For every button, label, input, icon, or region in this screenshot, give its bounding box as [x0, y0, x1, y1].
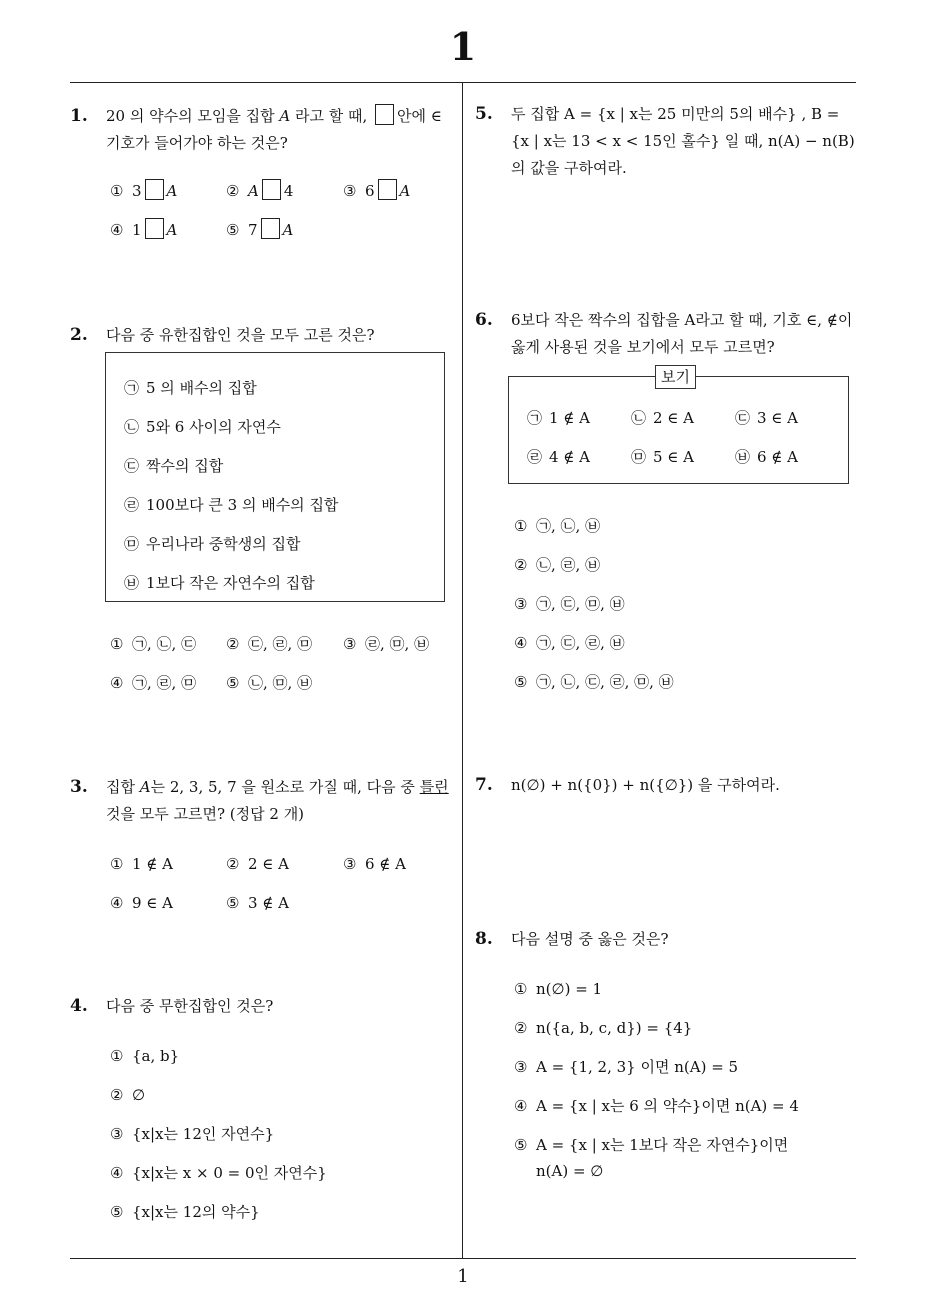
question-number: 6. — [475, 310, 493, 330]
question-number: 5. — [475, 104, 493, 124]
question-stem: 집합 A는 2, 3, 5, 7 을 원소로 가질 때, 다음 중 틀린 것을 모두 고르면? (정답 2 개) — [106, 778, 449, 823]
choice-1[interactable]: ① ㉠, ㉡, ㉥ — [514, 517, 601, 535]
top-rule — [70, 82, 856, 83]
question-stem: 6보다 작은 짝수의 집합을 A라고 할 때, 기호 ∈, ∉이 옳게 사용된 것을 보기에서 모두 고르면? — [511, 311, 853, 356]
choice-2[interactable]: ② ㉢, ㉣, ㉤ — [226, 635, 313, 653]
box-item: ㉤ 우리나라 중학생의 집합 — [124, 535, 301, 553]
box-item: ㉥ 1보다 작은 자연수의 집합 — [124, 574, 315, 592]
choice-3[interactable]: ③ 6 A — [343, 179, 410, 203]
question-5 — [475, 101, 860, 182]
choice-4[interactable]: ④ 1 A — [110, 218, 177, 242]
box-item: ㉣ 4 ∉ A — [527, 448, 591, 466]
condition-box — [105, 352, 445, 602]
question-number: 3. — [70, 777, 88, 797]
choice-4[interactable]: ④ ㉠, ㉢, ㉣, ㉥ — [514, 634, 625, 652]
choice-4[interactable]: ④ ㉠, ㉣, ㉤ — [110, 674, 197, 692]
question-8 — [475, 926, 865, 953]
question-number: 4. — [70, 996, 88, 1016]
box-item: ㉡ 2 ∈ A — [631, 409, 695, 427]
choice-3[interactable]: ③ 6 ∉ A — [343, 855, 407, 873]
question-2 — [70, 322, 450, 349]
choice-2[interactable]: ② A 4 — [226, 179, 293, 203]
question-number: 7. — [475, 775, 493, 795]
choice-5[interactable]: ⑤ A = {x | x는 1보다 작은 자연수}이면 — [514, 1136, 789, 1154]
blank-box — [378, 179, 397, 200]
box-item: ㉡ 5와 6 사이의 자연수 — [124, 418, 281, 436]
blank-box — [145, 179, 164, 200]
question-number: 1. — [70, 106, 88, 126]
box-item: ㉠ 5 의 배수의 집합 — [124, 379, 257, 397]
question-3 — [70, 774, 455, 828]
choice-4[interactable]: ④ {x|x는 x × 0 = 0인 자연수} — [110, 1164, 327, 1182]
choice-3[interactable]: ③ A = {1, 2, 3} 이면 n(A) = 5 — [514, 1058, 739, 1076]
choice-2[interactable]: ② ∅ — [110, 1086, 146, 1104]
choice-3[interactable]: ③ ㉠, ㉢, ㉤, ㉥ — [514, 595, 625, 613]
question-6 — [475, 307, 865, 361]
box-item: ㉤ 5 ∈ A — [631, 448, 695, 466]
question-number: 2. — [70, 325, 88, 345]
choice-5[interactable]: ⑤ 3 ∉ A — [226, 894, 290, 912]
choice-1[interactable]: ① ㉠, ㉡, ㉢ — [110, 635, 197, 653]
choice-1[interactable]: ① {a, b} — [110, 1047, 180, 1065]
choice-4[interactable]: ④ A = {x | x는 6 의 약수}이면 n(A) = 4 — [514, 1097, 799, 1115]
column-divider — [462, 82, 463, 1258]
choice-1[interactable]: ① n(∅) = 1 — [514, 980, 603, 998]
page-title: 1 — [449, 24, 477, 69]
blank-box — [145, 218, 164, 239]
bottom-rule — [70, 1258, 856, 1259]
question-1 — [70, 103, 450, 239]
choice-5[interactable]: ⑤ 7 A — [226, 218, 293, 242]
choice-5[interactable]: ⑤ ㉡, ㉤, ㉥ — [226, 674, 313, 692]
question-stem: n(∅) + n({0}) + n({∅}) 을 구하여라. — [511, 776, 780, 794]
choice-1[interactable]: ① 1 ∉ A — [110, 855, 174, 873]
box-item: ㉠ 1 ∉ A — [527, 409, 591, 427]
question-stem: 다음 중 무한집합인 것은? — [106, 997, 274, 1015]
box-item: ㉢ 짝수의 집합 — [124, 457, 224, 475]
choice-3[interactable]: ③ {x|x는 12인 자연수} — [110, 1125, 275, 1143]
question-stem: 다음 중 유한집합인 것을 모두 고른 것은? — [106, 326, 375, 344]
box-label: 보기 — [655, 365, 696, 389]
box-item: ㉣ 100보다 큰 3 의 배수의 집합 — [124, 496, 339, 514]
box-item: ㉥ 6 ∉ A — [735, 448, 799, 466]
choice-2[interactable]: ② n({a, b, c, d}) = {4} — [514, 1019, 693, 1037]
choice-4[interactable]: ④ 9 ∈ A — [110, 894, 174, 912]
blank-box — [262, 179, 281, 200]
blank-box — [375, 104, 394, 125]
example-box — [508, 368, 849, 484]
page-number: 1 — [457, 1266, 469, 1287]
question-number: 8. — [475, 929, 493, 949]
blank-box — [261, 218, 280, 239]
question-stem: 20 의 약수의 모임을 집합 A 라고 할 때, 안에 ∈ 기호가 들어가야 하는 것은? — [106, 103, 450, 157]
choice-2[interactable]: ② ㉡, ㉣, ㉥ — [514, 556, 601, 574]
question-7 — [475, 772, 865, 799]
choice-5-continuation: n(A) = ∅ — [536, 1162, 604, 1180]
choice-5[interactable]: ⑤ {x|x는 12의 약수} — [110, 1203, 260, 1221]
choice-5[interactable]: ⑤ ㉠, ㉡, ㉢, ㉣, ㉤, ㉥ — [514, 673, 674, 691]
choice-1[interactable]: ① 3 A — [110, 179, 177, 203]
question-4 — [70, 993, 450, 1020]
box-item: ㉢ 3 ∈ A — [735, 409, 799, 427]
question-stem: 두 집합 A = {x | x는 25 미만의 5의 배수} , B = {x | x는 13 < x < 15인 홀수} 일 때, n(A) − n(B) 의 값을 구하여라. — [511, 105, 855, 177]
choice-2[interactable]: ② 2 ∈ A — [226, 855, 290, 873]
question-stem: 다음 설명 중 옳은 것은? — [511, 930, 669, 948]
choice-3[interactable]: ③ ㉣, ㉤, ㉥ — [343, 635, 430, 653]
